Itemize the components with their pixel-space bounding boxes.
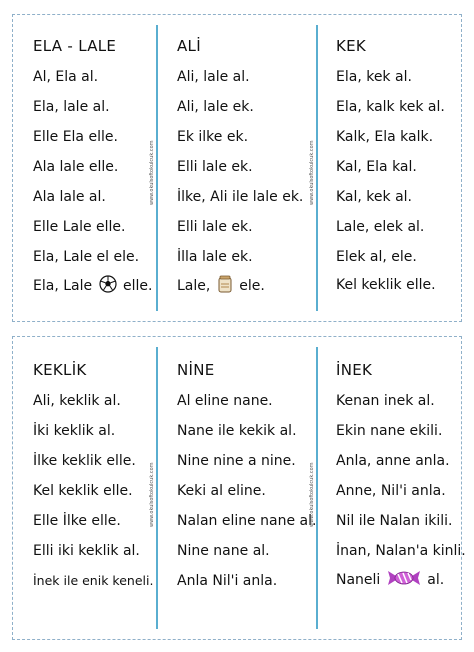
text-line: İki keklik al. [33, 423, 116, 439]
jar-icon [217, 275, 233, 297]
reading-card-2 [12, 336, 466, 640]
column-title: ALİ [177, 37, 201, 55]
text-line: Ala lale al. [33, 189, 106, 205]
reading-card-1 [12, 14, 462, 322]
text-line: İlke, Ali ile lale ek. [177, 189, 304, 205]
text-line: Ali, lale al. [177, 69, 250, 85]
column-divider [156, 347, 158, 629]
column-title: İNEK [336, 361, 373, 379]
text-line: Nalan eline nane al. [177, 513, 317, 529]
text-line: Kel keklik elle. [336, 277, 436, 293]
text-line: Nil ile Nalan ikili. [336, 513, 453, 529]
text-line: Elli lale ek. [177, 219, 253, 235]
text-line: Nane ile kekik al. [177, 423, 297, 439]
text-line: Ela, kalk kek al. [336, 99, 445, 115]
text-fragment: Lale, [177, 278, 211, 294]
text-line-with-icon [33, 275, 152, 297]
text-line: Kel keklik elle. [33, 483, 133, 499]
column-title: NİNE [177, 361, 215, 379]
column-ela-lale [33, 15, 163, 321]
column-divider [316, 347, 318, 629]
site-watermark: www.okulsoftokulcuk.com [149, 462, 155, 527]
column-keklik [33, 337, 163, 639]
column-title: KEKLİK [33, 361, 87, 379]
text-line: Keki al eline. [177, 483, 266, 499]
text-line: Kal, Ela kal. [336, 159, 417, 175]
text-line: Elli lale ek. [177, 159, 253, 175]
text-line: Kenan inek al. [336, 393, 435, 409]
text-line: Elle Lale elle. [33, 219, 126, 235]
text-line: Elek al, ele. [336, 249, 417, 265]
text-line: İnek ile enik keneli. [33, 573, 154, 588]
soccer-ball-icon [99, 275, 117, 297]
text-line: Elle Ela elle. [33, 129, 118, 145]
text-line: İlla lale ek. [177, 249, 253, 265]
text-line: Ali, keklik al. [33, 393, 121, 409]
text-line: Ela, kek al. [336, 69, 412, 85]
column-inek [336, 337, 466, 639]
text-line: Kalk, Ela kalk. [336, 129, 434, 145]
column-kek [336, 15, 461, 321]
column-divider [316, 25, 318, 311]
column-title: KEK [336, 37, 367, 55]
text-fragment: Naneli [336, 572, 381, 588]
text-line: Ala lale elle. [33, 159, 119, 175]
text-line: Anla Nil'i anla. [177, 573, 278, 589]
candy-icon [387, 567, 421, 593]
text-line: Anne, Nil'i anla. [336, 483, 446, 499]
text-line: Ela, Lale el ele. [33, 249, 140, 265]
text-line: Anla, anne anla. [336, 453, 450, 469]
text-line: Ekin nane ekili. [336, 423, 443, 439]
text-line: Elli iki keklik al. [33, 543, 140, 559]
text-line-with-icon [177, 275, 265, 297]
text-line: İnan, Nalan'a kinli. [336, 543, 466, 559]
text-line: Nine nine a nine. [177, 453, 296, 469]
text-fragment: ele. [239, 278, 265, 294]
column-nine [177, 337, 317, 639]
text-fragment: elle. [123, 278, 153, 294]
site-watermark: www.okulsoftokulcuk.com [309, 462, 315, 527]
text-line: Elle İlke elle. [33, 513, 121, 529]
site-watermark: www.okulsoftokulcuk.com [309, 140, 315, 205]
text-line: Ek ilke ek. [177, 129, 249, 145]
column-ali [177, 15, 317, 321]
text-fragment: Ela, Lale [33, 278, 93, 294]
text-line: İlke keklik elle. [33, 453, 136, 469]
text-line-with-icon [336, 567, 444, 593]
text-line: Lale, elek al. [336, 219, 425, 235]
text-line: Al eline nane. [177, 393, 273, 409]
text-line: Kal, kek al. [336, 189, 413, 205]
text-fragment: al. [427, 572, 445, 588]
column-divider [156, 25, 158, 311]
text-line: Nine nane al. [177, 543, 270, 559]
column-title: ELA - LALE [33, 37, 117, 55]
text-line: Ela, lale al. [33, 99, 110, 115]
site-watermark: www.okulsoftokulcuk.com [149, 140, 155, 205]
text-line: Al, Ela al. [33, 69, 99, 85]
text-line: Ali, lale ek. [177, 99, 254, 115]
